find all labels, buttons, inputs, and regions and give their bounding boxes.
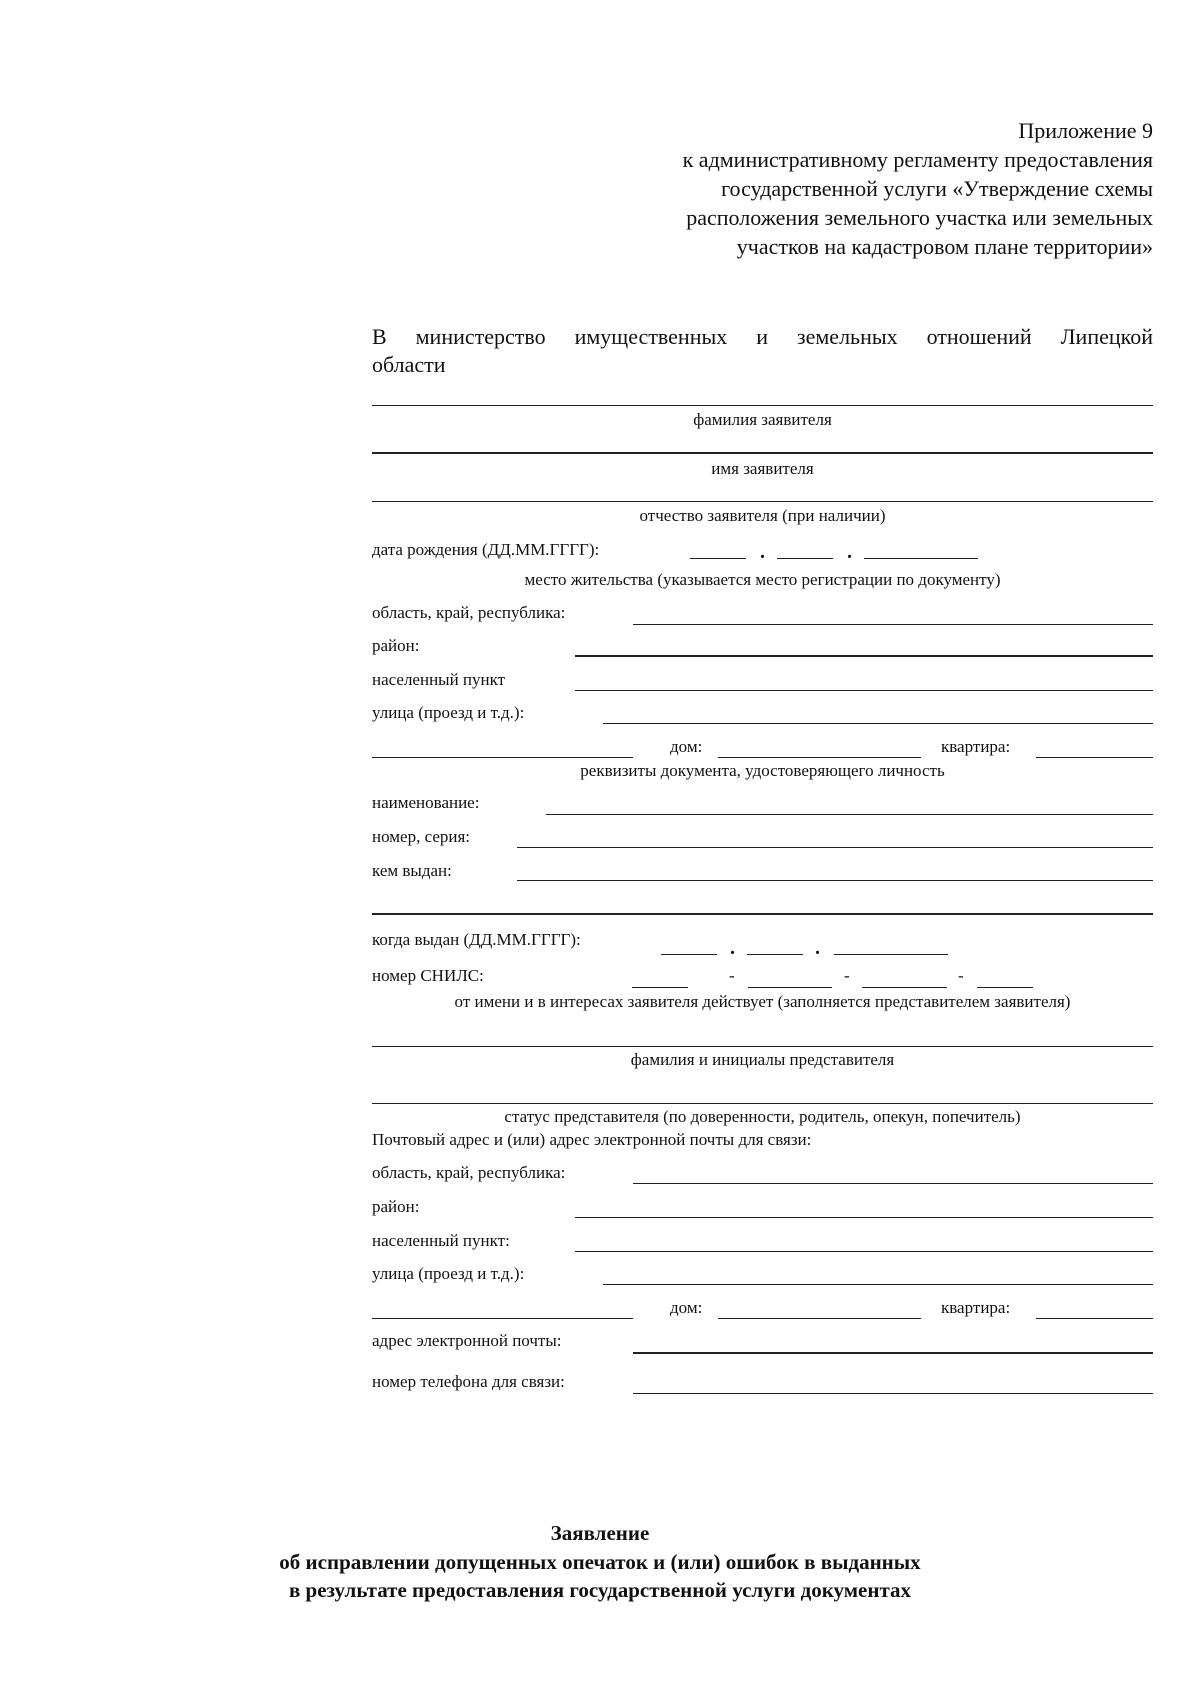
issue-year-field[interactable] bbox=[834, 954, 948, 955]
addressee-line bbox=[372, 323, 1153, 351]
apartment-field[interactable] bbox=[1036, 757, 1153, 758]
locality-label: населенный пункт bbox=[372, 670, 506, 689]
appendix-number: Приложение 9 bbox=[1018, 118, 1153, 143]
snils-part-3-field[interactable] bbox=[862, 987, 947, 988]
addressee-word: В bbox=[372, 324, 387, 349]
appendix-line: участков на кадастровом плане территории» bbox=[736, 234, 1153, 259]
issue-day-field[interactable] bbox=[661, 954, 717, 955]
apartment-label: квартира: bbox=[941, 737, 1011, 756]
addressee-word: отношений bbox=[926, 324, 1032, 349]
statement-title: Заявление bbox=[550, 1521, 650, 1545]
birth-date-label: дата рождения (ДД.ММ.ГГГГ): bbox=[372, 540, 600, 559]
birth-month-field[interactable] bbox=[777, 558, 833, 559]
appendix-line: к административному регламенту предоставления bbox=[682, 147, 1153, 172]
surname-caption: фамилия заявителя bbox=[693, 410, 832, 429]
postal-region-field[interactable] bbox=[633, 1183, 1153, 1184]
snils-label: номер СНИЛС: bbox=[372, 966, 484, 985]
postal-street-continuation-field[interactable] bbox=[372, 1318, 633, 1319]
document-name-field[interactable] bbox=[546, 814, 1153, 815]
postal-region-label: область, край, республика: bbox=[372, 1163, 566, 1182]
addressee-word: имущественных bbox=[574, 324, 728, 349]
representative-name-field[interactable] bbox=[372, 1046, 1153, 1047]
statement-subtitle: об исправлении допущенных опечаток и (или) ошибок в выданных bbox=[279, 1550, 921, 1574]
name-caption: имя заявителя bbox=[711, 459, 814, 478]
name-field[interactable] bbox=[372, 452, 1153, 454]
email-field[interactable] bbox=[633, 1352, 1153, 1354]
postal-street-field[interactable] bbox=[603, 1284, 1153, 1285]
postal-caption: Почтовый адрес и (или) адрес электронной почты для связи: bbox=[372, 1130, 812, 1149]
snils-part-2-field[interactable] bbox=[748, 987, 832, 988]
document-number-field[interactable] bbox=[517, 847, 1153, 848]
patronymic-field[interactable] bbox=[372, 501, 1153, 502]
issued-by-field[interactable] bbox=[517, 880, 1153, 881]
appendix-line: расположения земельного участка или земельных bbox=[686, 205, 1153, 230]
representative-status-caption: статус представителя (по доверенности, родитель, опекун, попечитель) bbox=[504, 1107, 1021, 1126]
document-name-label: наименование: bbox=[372, 793, 480, 812]
district-field[interactable] bbox=[575, 655, 1153, 657]
snils-part-4-field[interactable] bbox=[977, 987, 1033, 988]
residence-caption: место жительства (указывается место регистрации по документу) bbox=[524, 570, 1001, 589]
region-label: область, край, республика: bbox=[372, 603, 566, 622]
addressee-word: Липецкой bbox=[1060, 324, 1153, 349]
street-label: улица (проезд и т.д.): bbox=[372, 703, 525, 722]
surname-field[interactable] bbox=[372, 405, 1153, 406]
date-separator: . bbox=[847, 541, 852, 563]
snils-separator: - bbox=[958, 966, 964, 985]
house-field[interactable] bbox=[718, 757, 921, 758]
date-separator: . bbox=[760, 541, 765, 563]
issue-date-label: когда выдан (ДД.ММ.ГГГГ): bbox=[372, 930, 581, 949]
representative-status-field[interactable] bbox=[372, 1103, 1153, 1104]
issued-by-continuation-field[interactable] bbox=[372, 913, 1153, 915]
postal-apartment-field[interactable] bbox=[1036, 1318, 1153, 1319]
postal-locality-field[interactable] bbox=[575, 1251, 1153, 1252]
postal-locality-label: населенный пункт: bbox=[372, 1231, 510, 1250]
issue-month-field[interactable] bbox=[747, 954, 803, 955]
email-label: адрес электронной почты: bbox=[372, 1331, 562, 1350]
appendix-line: государственной услуги «Утверждение схемы bbox=[721, 176, 1153, 201]
patronymic-caption: отчество заявителя (при наличии) bbox=[639, 506, 886, 525]
issued-by-label: кем выдан: bbox=[372, 861, 452, 880]
locality-field[interactable] bbox=[575, 690, 1153, 691]
postal-district-field[interactable] bbox=[575, 1217, 1153, 1218]
postal-district-label: район: bbox=[372, 1197, 420, 1216]
snils-separator: - bbox=[844, 966, 850, 985]
representative-name-caption: фамилия и инициалы представителя bbox=[630, 1050, 895, 1069]
region-field[interactable] bbox=[633, 624, 1153, 625]
addressee-word: и bbox=[756, 324, 768, 349]
street-field[interactable] bbox=[603, 723, 1153, 724]
birth-year-field[interactable] bbox=[864, 558, 978, 559]
snils-separator: - bbox=[729, 966, 735, 985]
phone-label: номер телефона для связи: bbox=[372, 1372, 565, 1391]
statement-subtitle: в результате предоставления государственной услуги документах bbox=[288, 1578, 912, 1602]
street-continuation-field[interactable] bbox=[372, 757, 633, 758]
representative-caption: от имени и в интересах заявителя действует (заполняется представителем заявителя) bbox=[454, 992, 1071, 1011]
district-label: район: bbox=[372, 636, 420, 655]
house-label: дом: bbox=[670, 737, 703, 756]
date-separator: . bbox=[815, 937, 820, 959]
postal-house-label: дом: bbox=[670, 1298, 703, 1317]
postal-house-field[interactable] bbox=[718, 1318, 921, 1319]
snils-part-1-field[interactable] bbox=[632, 987, 688, 988]
addressee-word: министерство bbox=[415, 324, 546, 349]
postal-street-label: улица (проезд и т.д.): bbox=[372, 1264, 525, 1283]
phone-field[interactable] bbox=[633, 1393, 1153, 1394]
addressee-word: земельных bbox=[796, 324, 898, 349]
postal-apartment-label: квартира: bbox=[941, 1298, 1011, 1317]
date-separator: . bbox=[730, 937, 735, 959]
birth-day-field[interactable] bbox=[690, 558, 746, 559]
document-number-label: номер, серия: bbox=[372, 827, 471, 846]
identity-document-caption: реквизиты документа, удостоверяющего личность bbox=[580, 761, 945, 780]
addressee-line2: области bbox=[372, 352, 446, 377]
